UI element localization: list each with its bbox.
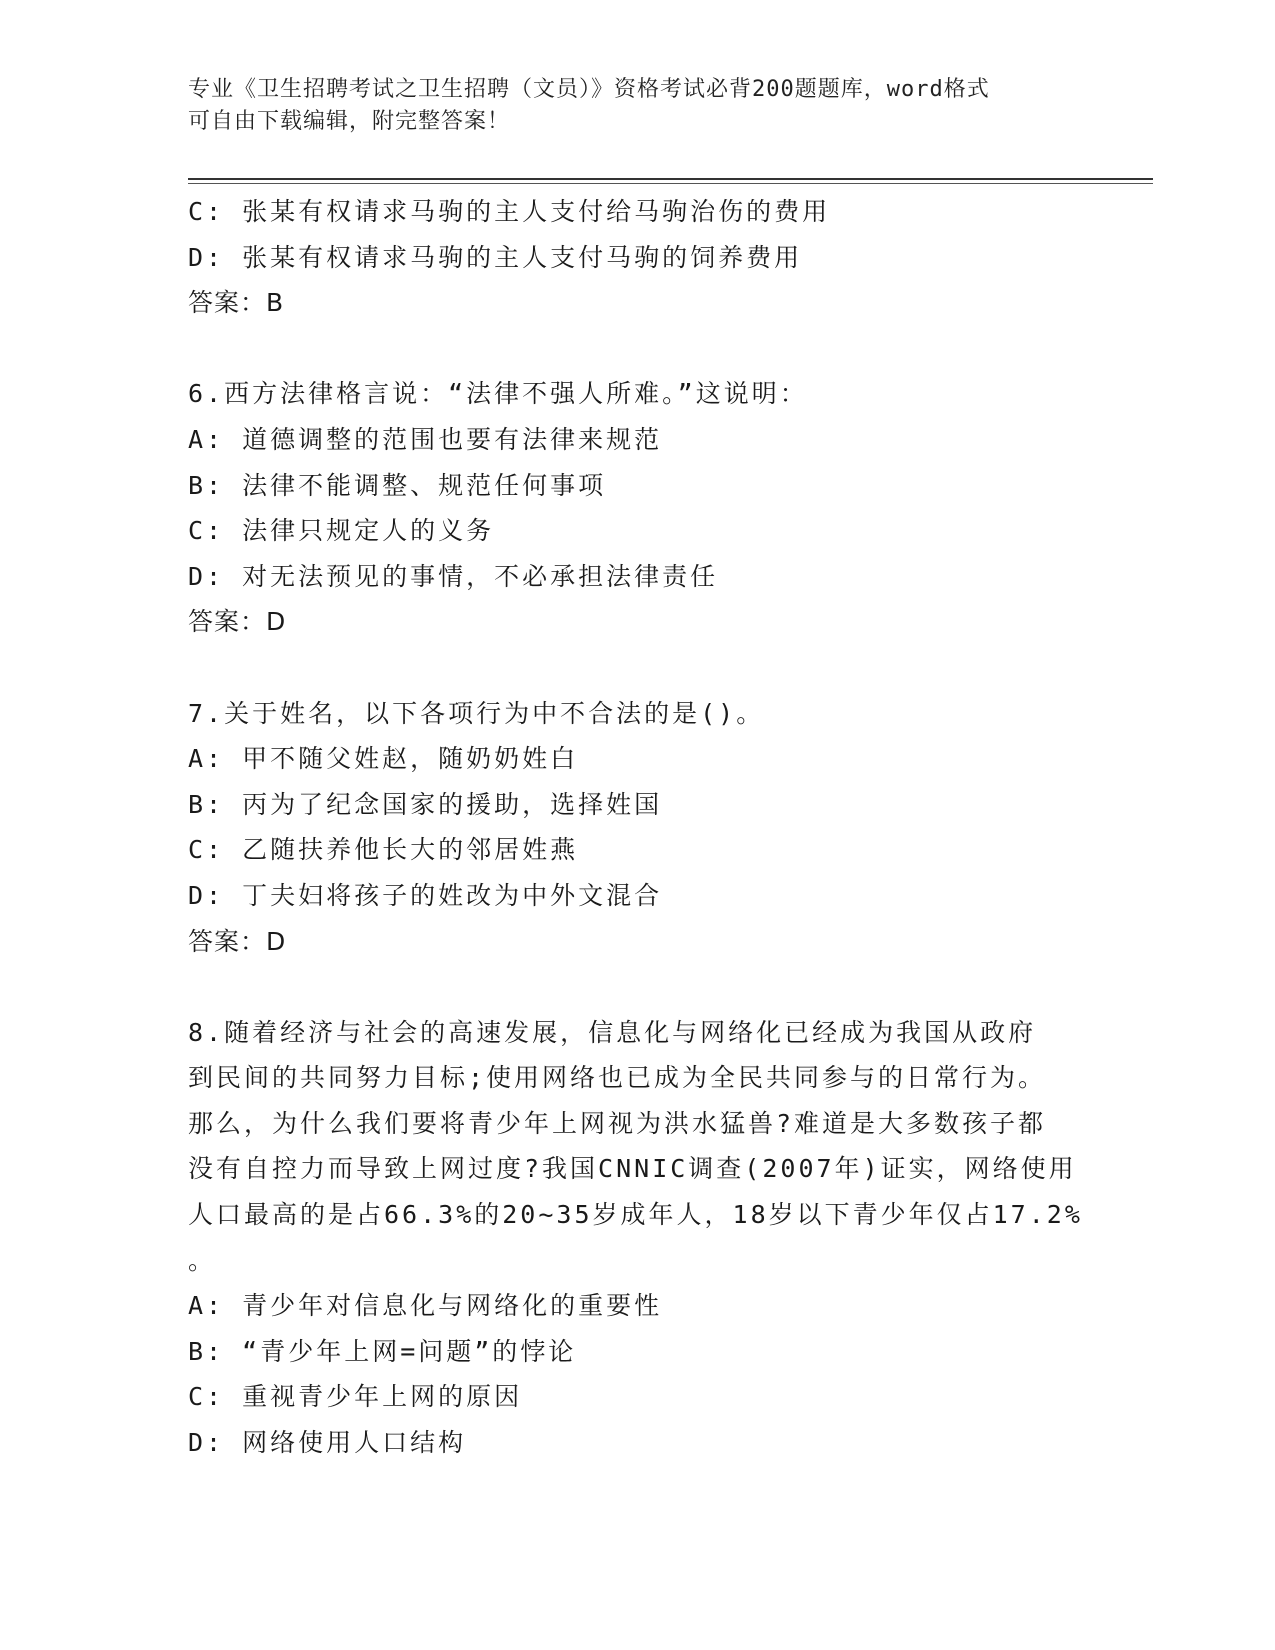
header-title-line-1: 专业《卫生招聘考试之卫生招聘（文员）》资格考试必背200题题库，word格式 — [188, 77, 990, 102]
q7-answer: 答案：D — [188, 926, 287, 956]
q8-stem-line: 8.随着经济与社会的高速发展，信息化与网络化已经成为我国从政府 — [188, 1017, 1037, 1047]
q8-option-a: A: 青少年对信息化与网络化的重要性 — [188, 1291, 663, 1321]
header-divider-thin — [188, 183, 1153, 184]
q8-stem-line: 。 — [188, 1245, 217, 1275]
q7-stem: 7.关于姓名，以下各项行为中不合法的是()。 — [188, 698, 765, 728]
question-content — [188, 189, 1088, 1466]
question-spacer — [188, 964, 1088, 1010]
q8-stem-line: 人口最高的是占66.3%的20~35岁成年人，18岁以下青少年仅占17.2% — [188, 1200, 1083, 1230]
q8-stem-line: 到民间的共同努力目标;使用网络也已成为全民共同参与的日常行为。 — [188, 1063, 1047, 1093]
q7-option-a: A: 甲不随父姓赵，随奶奶姓白 — [188, 744, 579, 774]
q6-option-d: D: 对无法预见的事情，不必承担法律责任 — [188, 561, 719, 591]
q5-answer: 答案：B — [188, 288, 285, 318]
question-7 — [188, 691, 1088, 965]
header-title-line-2: 可自由下载编辑，附完整答案！ — [188, 109, 511, 134]
q5-option-d: D: 张某有权请求马驹的主人支付马驹的饲养费用 — [188, 242, 803, 272]
q8-stem-line: 那么，为什么我们要将青少年上网视为洪水猛兽?难道是大多数孩子都 — [188, 1108, 1047, 1138]
question-5-tail — [188, 189, 1088, 326]
question-spacer — [188, 326, 1088, 372]
question-8 — [188, 1010, 1088, 1466]
q7-option-b: B: 丙为了纪念国家的援助，选择姓国 — [188, 789, 663, 819]
question-spacer — [188, 645, 1088, 691]
document-header — [188, 74, 1088, 138]
question-6 — [188, 371, 1088, 645]
q6-option-a: A: 道德调整的范围也要有法律来规范 — [188, 424, 663, 454]
q8-option-b: B: “青少年上网=问题”的悖论 — [188, 1336, 577, 1366]
q5-option-c: C: 张某有权请求马驹的主人支付给马驹治伤的费用 — [188, 197, 831, 226]
q6-stem: 6.西方法律格言说：“法律不强人所难。”这说明： — [188, 379, 808, 409]
q8-option-c: C: 重视青少年上网的原因 — [188, 1382, 523, 1412]
q7-option-c: C: 乙随扶养他长大的邻居姓燕 — [188, 835, 579, 865]
q6-option-c: C: 法律只规定人的义务 — [188, 516, 495, 546]
q8-option-d: D: 网络使用人口结构 — [188, 1428, 467, 1458]
q7-option-d: D: 丁夫妇将孩子的姓改为中外文混合 — [188, 880, 663, 910]
q6-option-b: B: 法律不能调整、规范任何事项 — [188, 470, 607, 500]
q8-stem-line: 没有自控力而导致上网过度?我国CNNIC调查(2007年)证实，网络使用 — [188, 1154, 1077, 1184]
header-divider-thick — [188, 178, 1153, 180]
q6-answer: 答案：D — [188, 607, 287, 637]
